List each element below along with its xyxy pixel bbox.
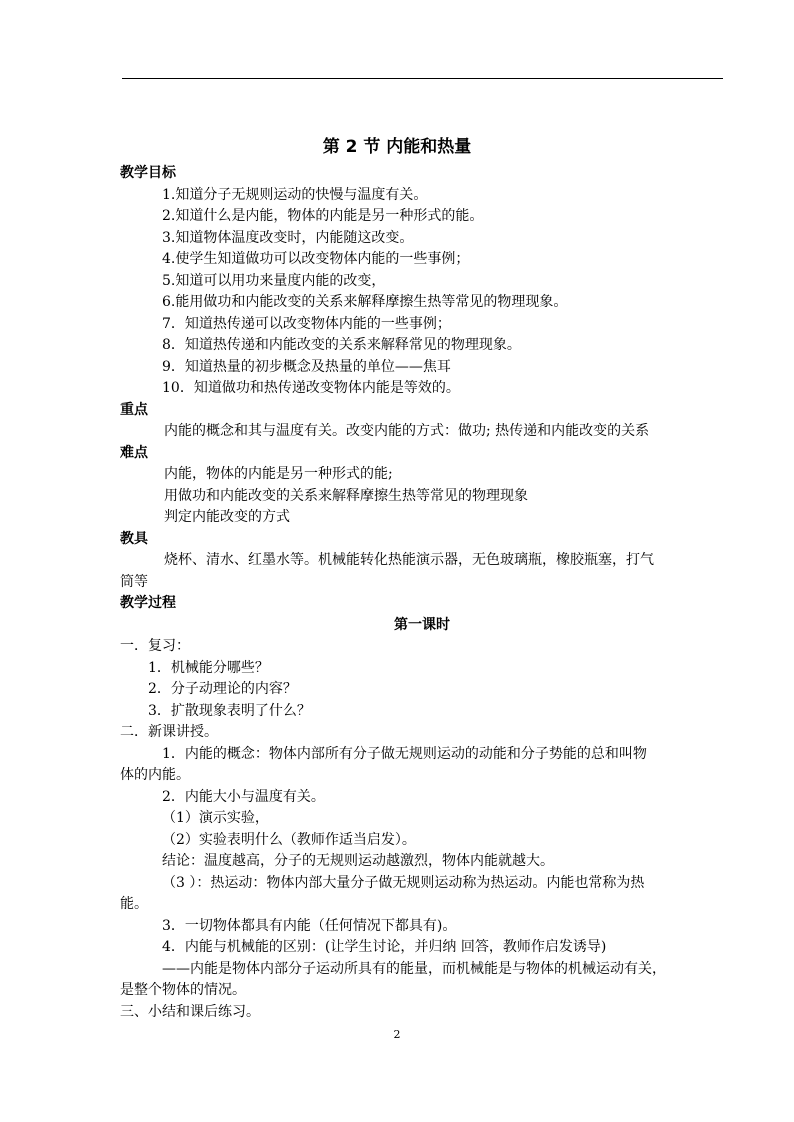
difficulty-item: 内能，物体的内能是另一种形式的能; xyxy=(164,466,393,482)
document-body xyxy=(120,163,724,1023)
goal-item: 1.知道分子无规则运动的快慢与温度有关。 xyxy=(162,186,428,203)
goal-item: 4.使学生知道做功可以改变物体内能的一些事例； xyxy=(162,251,470,267)
paragraph-line: 体的内能。 xyxy=(120,767,190,783)
goal-item: 2.知道什么是内能，物体的内能是另一种形式的能。 xyxy=(162,208,484,224)
paragraph-line: （1）演示实验， xyxy=(162,810,269,826)
paragraph-line: 是整个物体的情况。 xyxy=(120,982,246,998)
conclusion-line: 结论：温度越高，分子的无规则运动越激烈，物体内能就越大。 xyxy=(162,853,554,869)
tools-text-line: 筒等 xyxy=(120,573,148,590)
lesson-title: 第一课时 xyxy=(394,616,450,633)
page-title: 第 2 节 内能和热量 xyxy=(322,137,472,157)
process-heading: 教学过程 xyxy=(120,595,176,611)
difficulty-item: 用做功和内能改变的关系来解释摩擦生热等常见的物理现象 xyxy=(164,487,528,504)
paragraph-line: ——内能是物体内部分子运动所具有的能量，而机械能是与物体的机械运动有关， xyxy=(162,960,666,977)
new-lesson-heading: 二．新课讲授。 xyxy=(120,724,218,740)
goal-item: 9．知道热量的初步概念及热量的单位——焦耳 xyxy=(162,358,451,375)
paragraph-line: 2．内能大小与温度有关。 xyxy=(162,788,325,805)
goals-heading: 教学目标 xyxy=(120,165,176,181)
paragraph-line: （2）实验表明什么（教师作适当启发）。 xyxy=(162,831,416,848)
goal-item: 6.能用做功和内能改变的关系来解释摩擦生热等常见的物理现象。 xyxy=(162,294,568,310)
header-rule xyxy=(122,78,723,79)
paragraph-line: 3．一切物体都具有内能（任何情况下都具有)。 xyxy=(162,917,457,934)
goal-item: 5.知道可以用功来量度内能的改变， xyxy=(162,272,386,289)
summary-line: 三、小结和课后练习。 xyxy=(120,1003,260,1020)
keypoints-heading: 重点 xyxy=(120,401,148,418)
paragraph-line: 能。 xyxy=(120,896,148,912)
review-item: 3．扩散现象表明了什么？ xyxy=(148,702,311,719)
goal-item: 10．知道做功和热传递改变物体内能是等效的。 xyxy=(162,380,460,396)
goal-item: 7．知道热传递可以改变物体内能的一些事例； xyxy=(162,315,451,332)
goal-item: 8．知道热传递和内能改变的关系来解释常见的物理现象。 xyxy=(162,337,521,353)
tools-text-line: 烧杯、清水、红墨水等。机械能转化热能演示器，无色玻璃瓶，橡胶瓶塞，打气 xyxy=(164,552,654,568)
goal-item: 3.知道物体温度改变时，内能随这改变。 xyxy=(162,229,414,246)
tools-heading: 教具 xyxy=(120,530,148,547)
paragraph-line: （3 ）：热运动：物体内部大量分子做无规则运动称为热运动。内能也常称为热 xyxy=(162,874,645,891)
review-item: 2．分子动理论的内容？ xyxy=(148,681,297,697)
paragraph-line: 1．内能的概念：物体内部所有分子做无规则运动的动能和分子势能的总和叫物 xyxy=(162,745,647,762)
review-heading: 一．复习： xyxy=(120,638,190,654)
keypoints-text: 内能的概念和其与温度有关。改变内能的方式：做功; 热传递和内能改变的关系 xyxy=(164,423,650,439)
page-number: 2 xyxy=(393,1028,401,1041)
difficulties-heading: 难点 xyxy=(120,444,148,461)
difficulty-item: 判定内能改变的方式 xyxy=(164,509,290,525)
paragraph-line: 4．内能与机械能的区别：(让学生讨论，并归纳 回答，教师作启发诱导) xyxy=(162,939,607,955)
review-item: 1．机械能分哪些？ xyxy=(148,659,269,676)
